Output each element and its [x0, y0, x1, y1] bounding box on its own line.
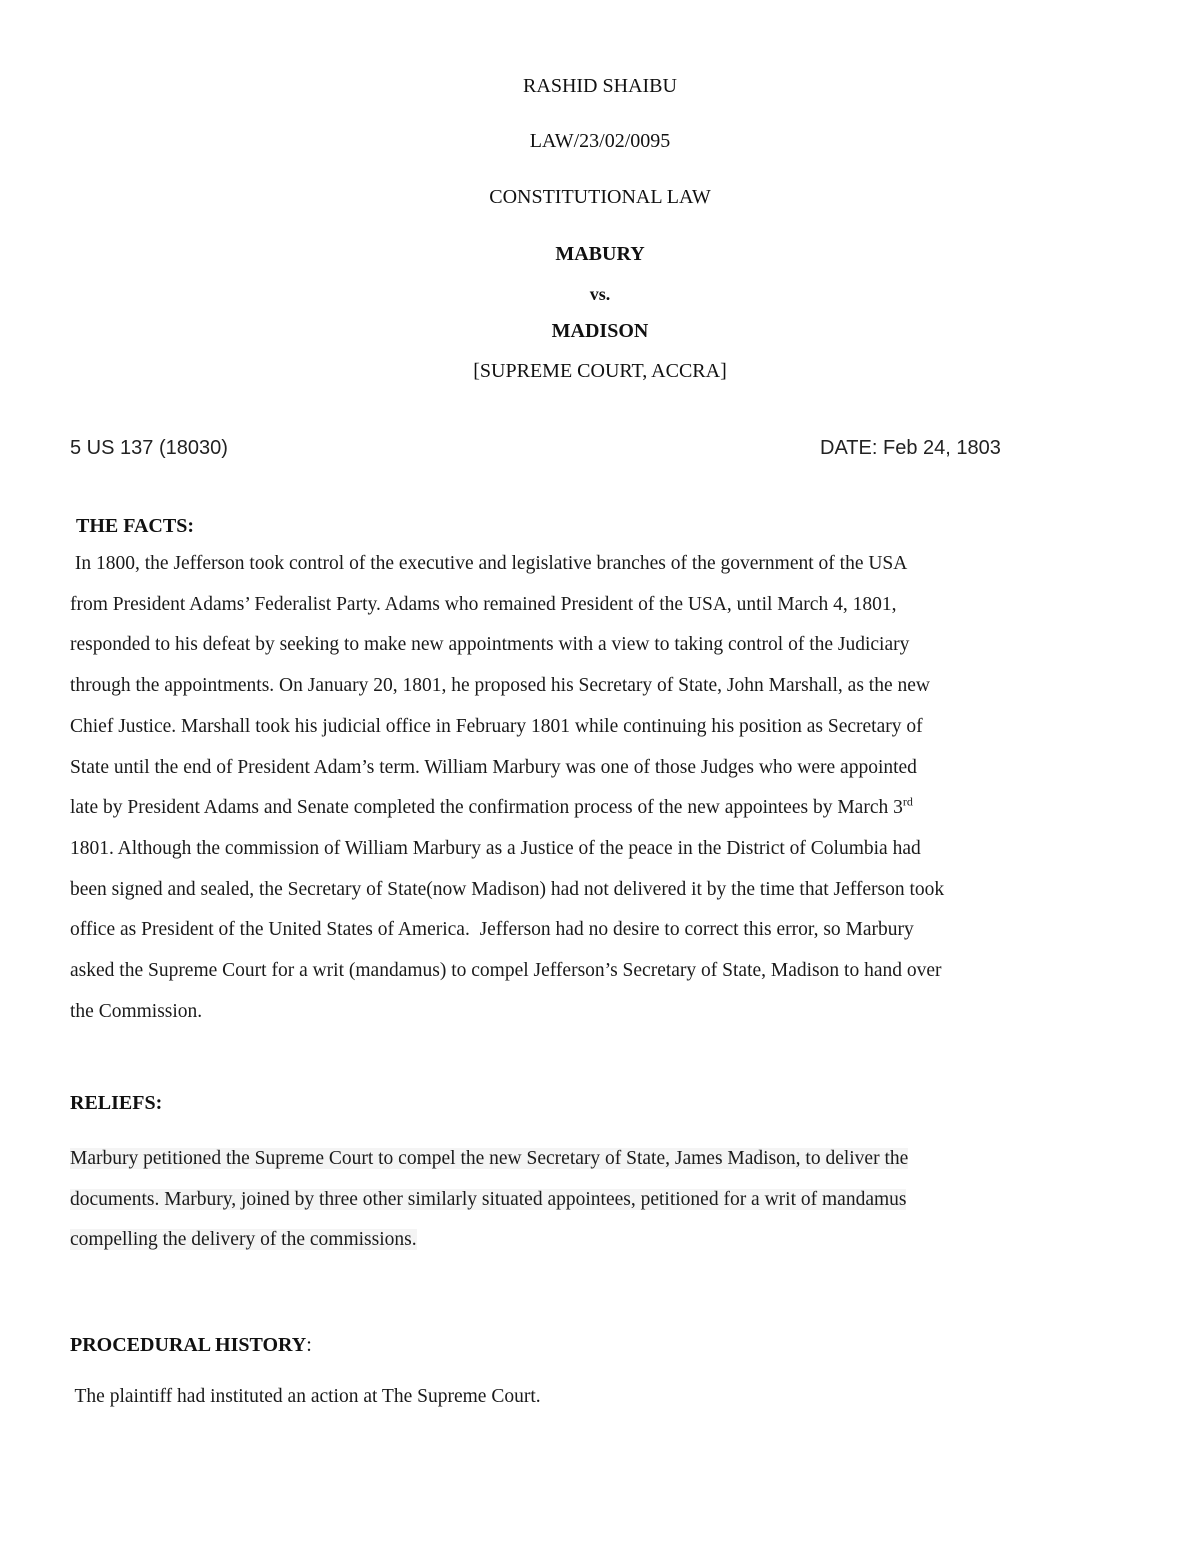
reliefs-line-text: Marbury petitioned the Supreme Court to compel the new Secretary of State, James Madison, to deliver the [70, 1148, 909, 1169]
date-value: Feb 24, 1803 [882, 437, 1001, 459]
reliefs-line [70, 1180, 1135, 1221]
facts-line: Chief Justice. Marshall took his judicial office in February 1801 while continuing his position as Secretary of [70, 715, 923, 737]
citation-date [820, 436, 1001, 460]
date-label: DATE: [820, 437, 878, 459]
facts-line: office as President of the United States of America. Jefferson had no desire to correct this error, so Marbury [70, 919, 914, 941]
procedural-history-heading [70, 1333, 312, 1357]
facts-line [70, 788, 1135, 829]
facts-line: been signed and sealed, the Secretary of State(now Madison) had not delivered it by the time that Jefferson took [70, 878, 945, 900]
procedural-history-text: The plaintiff had instituted an action at The Supreme Court. [70, 1386, 541, 1407]
case-versus: vs. [589, 284, 611, 304]
facts-line: In 1800, the Jefferson took control of the executive and legislative branches of the government of the USA [70, 553, 908, 574]
reliefs-paragraph [70, 1139, 1135, 1261]
citation-reference: 5 US 137 (18030) [70, 437, 228, 459]
ordinal-superscript: rd [902, 794, 913, 809]
facts-line: the Commission. [70, 1000, 203, 1022]
facts-paragraph [70, 544, 1135, 1032]
reliefs-line [70, 1220, 1135, 1261]
procedural-history-title: PROCEDURAL HISTORY [70, 1334, 307, 1356]
reliefs-line-text: documents. Marbury, joined by three other similarly situated appointees, petitioned for a writ of mandamus [70, 1188, 907, 1210]
facts-line: 1801. Although the commission of William Marbury as a Justice of the peace in the District of Columbia had [70, 837, 921, 859]
case-party-2: MADISON [551, 320, 649, 342]
facts-line: from President Adams’ Federalist Party. Adams who remained President of the USA, until March 4, 1801, [70, 593, 897, 615]
reliefs-heading: RELIEFS: [70, 1092, 163, 1114]
case-party-1: MABURY [555, 243, 645, 265]
course-title: CONSTITUTIONAL LAW [489, 186, 711, 208]
facts-line: asked the Supreme Court for a writ (mandamus) to compel Jefferson’s Secretary of State, Madison to hand over [70, 960, 942, 982]
reliefs-line-text: compelling the delivery of the commissions. [70, 1229, 417, 1251]
facts-line-text: late by President Adams and Senate completed the confirmation process of the new appointees by March 3 [70, 797, 903, 819]
court-name: [SUPREME COURT, ACCRA] [473, 360, 727, 382]
facts-line: State until the end of President Adam’s term. William Marbury was one of those Judges who were appointed [70, 756, 917, 778]
reliefs-line [70, 1139, 1135, 1180]
facts-line: through the appointments. On January 20, 1801, he proposed his Secretary of State, John Marshall, as the new [70, 675, 930, 697]
facts-heading: THE FACTS: [76, 515, 194, 537]
facts-line: responded to his defeat by seeking to make new appointments with a view to taking control of the Judiciary [70, 634, 910, 656]
student-id: LAW/23/02/0095 [529, 130, 671, 152]
student-name: RASHID SHAIBU [523, 75, 677, 97]
procedural-history-colon: : [306, 1334, 312, 1356]
